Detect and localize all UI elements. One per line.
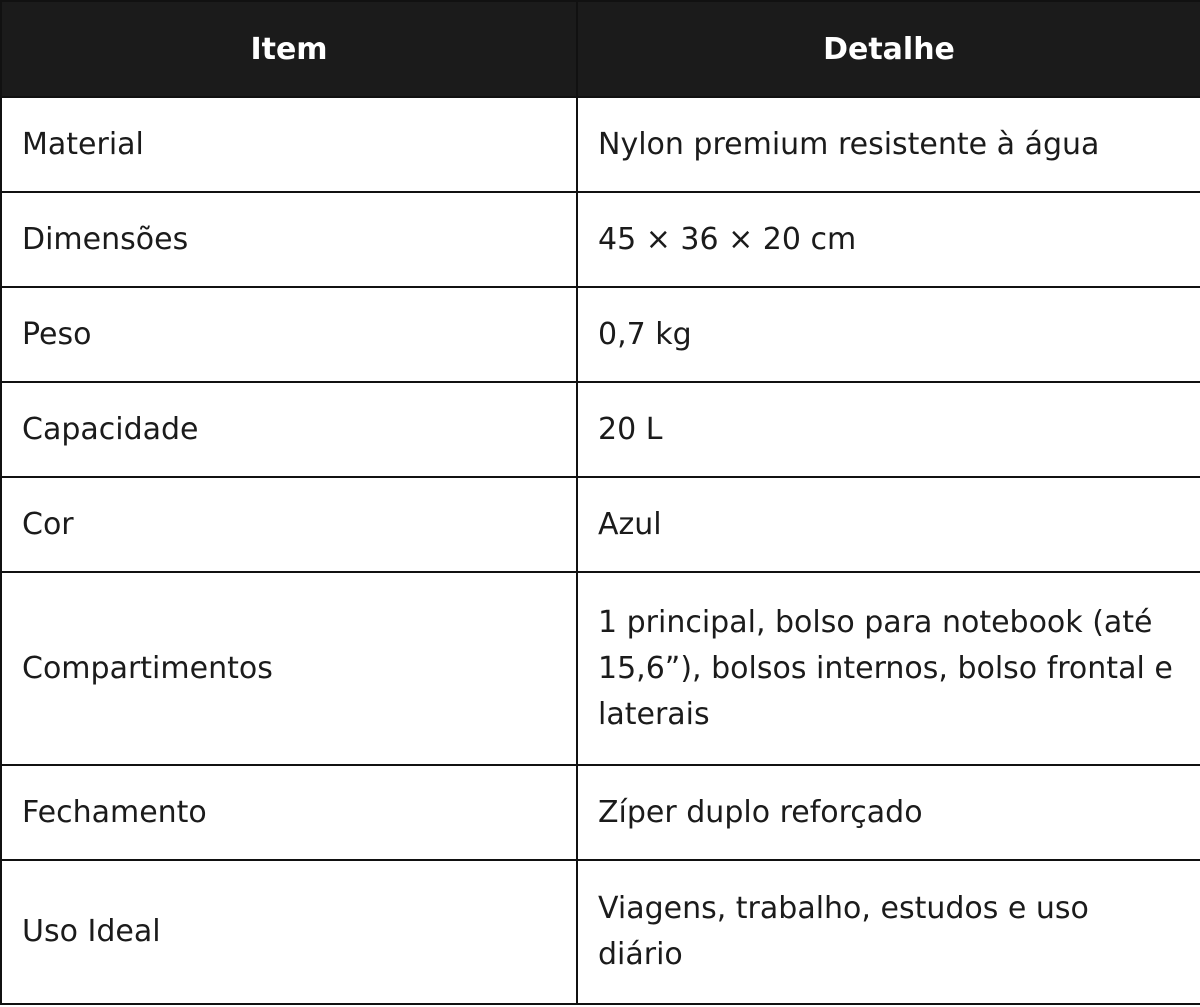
row-detail-color: Azul [577,477,1200,572]
row-item-dimensions: Dimensões [1,192,577,287]
row-detail-capacity: 20 L [577,382,1200,477]
table-row [1,477,1200,572]
table-row [1,287,1200,382]
row-item-weight: Peso [1,287,577,382]
header-item: Item [1,1,577,97]
row-detail-weight: 0,7 kg [577,287,1200,382]
row-item-closure: Fechamento [1,765,577,860]
table-header [1,1,1200,97]
table-row [1,382,1200,477]
row-item-material: Material [1,97,577,192]
row-item-capacity: Capacidade [1,382,577,477]
row-detail-material: Nylon premium resistente à água [577,97,1200,192]
header-detail: Detalhe [577,1,1200,97]
table-row [1,192,1200,287]
row-item-color: Cor [1,477,577,572]
table-row [1,572,1200,765]
table-row [1,97,1200,192]
table-row [1,860,1200,1004]
row-detail-dimensions: 45 × 36 × 20 cm [577,192,1200,287]
table-row [1,765,1200,860]
row-item-compartments: Compartimentos [1,572,577,765]
table-body [1,97,1200,1004]
header-row [1,1,1200,97]
row-item-ideal-use: Uso Ideal [1,860,577,1004]
row-detail-closure: Zíper duplo reforçado [577,765,1200,860]
row-detail-ideal-use: Viagens, trabalho, estudos e uso diário [577,860,1200,1004]
row-detail-compartments: 1 principal, bolso para notebook (até 15,6”), bolsos internos, bolso frontal e laterais [577,572,1200,765]
